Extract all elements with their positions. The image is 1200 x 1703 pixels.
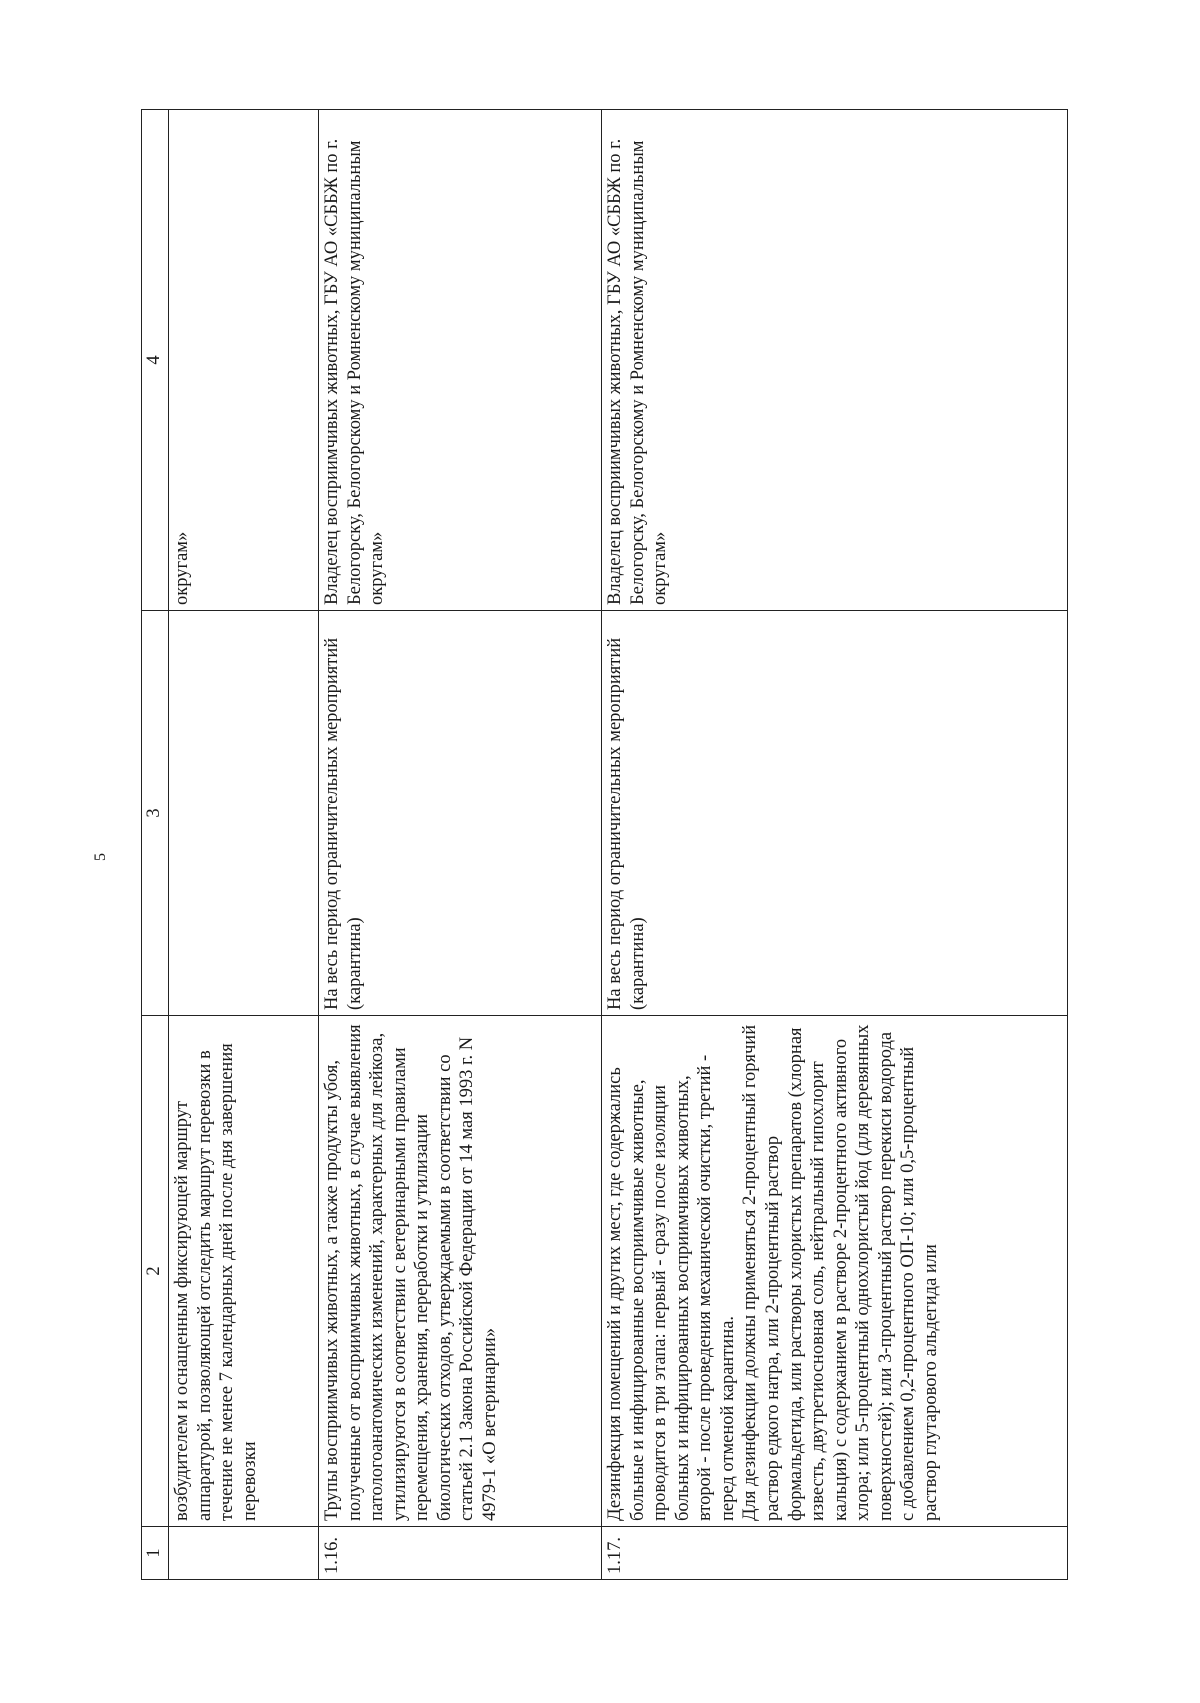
header-col-2: 2 [142,1016,169,1527]
row-number-cell [169,1527,319,1580]
table-row-continuation [169,110,319,1580]
table-row-1-17 [602,110,1068,1580]
responsible-cell: Владелец восприимчивых животных, ГБУ АО «СББЖ по г. Белогорску, Белогорскому и Ромненскому муниципальным округам» [602,110,1068,611]
measure-cell: возбудителем и оснащенным фиксирующей маршрут аппаратурой, позволяющей отследить маршрут перевозки в течение не менее 7 календарных дней после дня завершения перевозки [169,1016,319,1527]
header-col-4: 4 [142,110,169,611]
term-cell [169,611,319,1016]
responsible-cell: Владелец восприимчивых животных, ГБУ АО «СББЖ по г. Белогорску, Белогорскому и Ромненскому муниципальным округам» [319,110,602,611]
term-cell: На весь период ограничительных мероприятий (карантина) [319,611,602,1016]
header-col-3: 3 [142,611,169,1016]
page-number: 5 [92,853,109,861]
rotated-table-frame [141,110,1066,1580]
measures-table [141,109,1068,1580]
responsible-cell: округам» [169,110,319,611]
table-container [141,110,1066,1580]
header-col-1: 1 [142,1527,169,1580]
table-header-row [142,110,169,1580]
measure-cell: Дезинфекция помещений и других мест, где содержались больные и инфицированные восприимчивые животные, проводится в три этапа: первый - сразу после изоляции больных и инфицированных восприимчивых животных, второй - после проведения механической очистки, третий - перед отменой карантина. Для дезинфекции должны применяться 2-процентный горячий раствор едкого натра, или 2-процентный раствор формальдегида, или растворы хлористых препаратов (хлорная известь, двутретиосновная соль, нейтральный гипохлорит кальция) с содержанием в растворе 2-процентного активного хлора; или 5-процентный однохлористый йод (для деревянных поверхностей); или 3-процентный раствор перекиси водорода с добавлением 0,2-процентного ОП-10; или 0,5-процентный раствор глутарового альдегида или [602,1016,1068,1527]
term-cell: На весь период ограничительных мероприятий (карантина) [602,611,1068,1016]
table-row-1-16 [319,110,602,1580]
row-number-cell: 1.16. [319,1527,602,1580]
measure-cell: Трупы восприимчивых животных, а также продукты убоя, полученные от восприимчивых животных, в случае выявления патологоанатомических изменений, характерных для лейкоза, утилизируются в соответствии с ветеринарными правилами перемещения, хранения, переработки и утилизации биологических отходов, утверждаемыми в соответствии со статьей 2.1 Закона Российской Федерации от 14 мая 1993 г. N 4979-1 «О ветеринарии» [319,1016,602,1527]
row-number-cell: 1.17. [602,1527,1068,1580]
